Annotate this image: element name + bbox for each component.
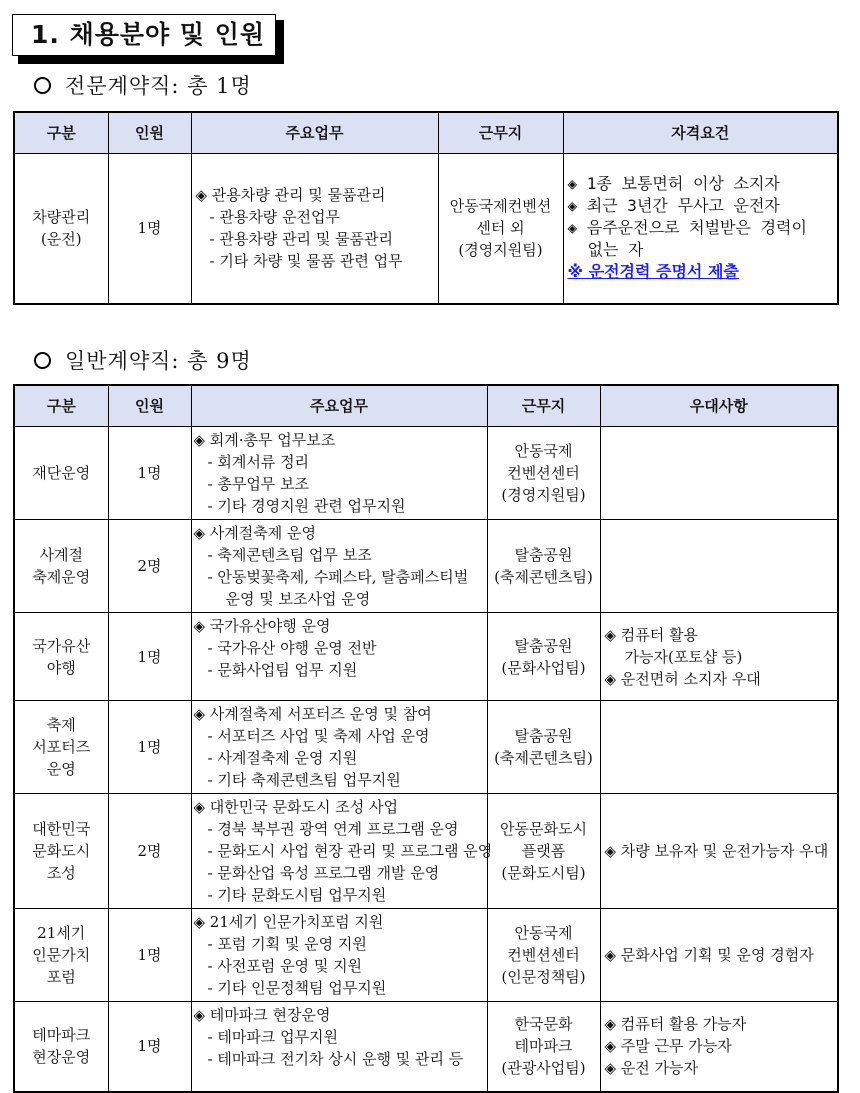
category-line: 서포터즈 [32,738,91,756]
category-cell [14,613,108,701]
category-line: 재단운영 [32,464,91,482]
duty-line: - 사전포럼 운영 및 지원 [207,957,363,975]
header-location: 근무지 [438,112,563,154]
professional-heading [34,70,252,100]
duty-line: - 테마파크 업무지원 [207,1028,339,1046]
category-line: 문화도시 [32,842,91,860]
duty-line: ◈ 회계·총무 업무보조 [193,431,336,449]
general-heading [34,345,252,375]
qualification-line: ◈ 최근 3년간 무사고 운전자 [567,196,780,216]
duty-line: - 안동벚꽃축제, 수페스타, 탈춤페스티벌 [207,568,469,586]
qualifications-cell [563,154,838,304]
duty-line: - 국가유산 야행 운영 전반 [207,639,377,657]
preference-line: ◈ 운전 가능자 [604,1059,699,1078]
duty-line: - 관용차량 운전업무 [209,208,341,227]
duty-line: - 기타 축제콘텐츠팀 업무지원 [207,771,401,789]
location-line: 탈춤공원 [514,636,573,655]
location-line: 안동국제 [514,924,573,942]
category-cell [14,701,108,794]
duty-line: - 서포터즈 사업 및 축제 사업 운영 [207,727,430,745]
count-cell: 2명 [108,520,191,613]
location-cell [487,701,600,794]
preference-line: ◈ 컴퓨터 활용 [604,625,699,644]
duty-line: - 경북 북부권 광역 연계 프로그램 운영 [207,820,459,838]
location-cell [487,794,600,909]
table-row [14,701,838,794]
duty-line: - 테마파크 전기차 상시 운행 및 관리 등 [207,1050,464,1068]
preference-line: ◈ 문화사업 기획 및 운영 경험자 [604,946,814,964]
preference-line: ◈ 차량 보유자 및 운전가능자 우대 [604,842,829,860]
location-line: (경영지원팀) [501,486,586,504]
category-cell [14,154,108,304]
duty-line: - 기타 차량 및 물품 관련 업무 [209,252,403,271]
location-line: 탈춤공원 [514,727,573,745]
table-row [14,427,838,520]
table-row [14,909,838,1002]
duty-line: ◈ 대한민국 문화도시 조성 사업 [193,798,398,816]
table-row [14,1002,838,1092]
location-line: (관광사업팀) [501,1059,586,1078]
header-duties: 주요업무 [191,385,487,427]
count-cell: 1명 [108,701,191,794]
duty-line: - 기타 경영지원 관련 업무지원 [207,497,406,515]
category-line: 조성 [46,864,76,882]
location-line: (문화사업팀) [501,658,586,677]
duty-line: - 총무업무 보조 [207,475,310,493]
preference-cell [600,701,838,794]
duty-line: ◈ 관용차량 관리 및 물품관리 [195,186,386,205]
header-duties: 주요업무 [191,112,438,154]
category-line: 인문가치 [32,946,91,964]
category-cell [14,794,108,909]
location-line: (인문정책팀) [501,968,586,986]
category-line: (운전) [40,230,82,249]
qualification-line: ◈ 음주운전으로 처벌받은 경력이 [567,218,807,238]
location-line: 센터 외 [476,219,525,238]
professional-heading-text: 전문계약직: 총 1명 [65,74,252,98]
location-line: 컨벤션센터 [507,946,580,964]
count-cell: 1명 [108,154,191,304]
driving-record-note: ※ 운전경력 증명서 제출 [567,262,739,282]
category-line: 대한민국 [32,820,91,838]
duty-line: - 포럼 기획 및 운영 지원 [207,935,367,953]
duty-line: - 기타 문화도시팀 업무지원 [207,886,387,904]
table-row [14,613,838,701]
preference-cell [600,520,838,613]
location-cell [487,613,600,701]
count-cell: 1명 [108,909,191,1002]
count-cell: 2명 [108,794,191,909]
location-line: 플랫폼 [521,842,566,860]
preference-cell [600,427,838,520]
preference-cell [600,794,838,909]
duty-line: ◈ 사계절축제 서포터즈 운영 및 참여 [193,705,432,723]
category-cell [14,909,108,1002]
general-header-row [14,385,838,427]
circle-bullet-icon [34,352,51,369]
category-line: 국가유산 [32,636,91,655]
location-line: 안동문화도시 [500,820,587,838]
duty-line: - 기타 인문정책팀 업무지원 [207,979,387,997]
preference-line: ◈ 주말 근무 가능자 [604,1037,732,1056]
duties-cell [191,701,487,794]
category-line: 차량관리 [32,208,91,227]
location-line: 안동국제 [514,442,573,460]
duty-line: - 문화도시 사업 현장 관리 및 프로그램 운영 [207,842,493,860]
header-category: 구분 [14,385,108,427]
category-line: 테마파크 [32,1026,91,1045]
duty-line: - 문화산업 육성 프로그램 개발 운영 [207,864,440,882]
location-line: (축제콘텐츠팀) [494,749,593,767]
duty-line: - 문화사업팀 업무 지원 [207,661,358,679]
category-cell [14,520,108,613]
duty-line: ◈ 국가유산야행 운영 [193,617,331,635]
location-cell [438,154,563,304]
category-cell [14,427,108,520]
location-cell [487,1002,600,1092]
count-cell: 1명 [108,427,191,520]
table-row [14,154,838,304]
header-count: 인원 [108,385,191,427]
category-line: 현장운영 [32,1048,91,1067]
location-line: (경영지원팀) [458,241,543,260]
category-line: 축제운영 [32,568,91,586]
preference-line: ◈ 운전면허 소지자 우대 [604,669,761,688]
general-table [13,384,839,1093]
duties-cell [191,427,487,520]
preference-cell [600,1002,838,1092]
duties-cell [191,154,438,304]
general-table-body [14,427,838,1092]
header-preference: 우대사항 [600,385,838,427]
header-location: 근무지 [487,385,600,427]
qualification-line: 없는 자 [587,240,644,260]
duty-line: ◈ 테마파크 현장운영 [193,1006,331,1024]
duties-cell [191,613,487,701]
duty-line: - 사계절축제 운영 지원 [207,749,358,767]
section-title: 1. 채용분야 및 인원 [12,14,276,56]
preference-line: 가능자(포토샵 등) [624,647,743,666]
duties-cell [191,1002,487,1092]
professional-header-row [14,112,838,154]
location-line: 안동국제컨벤션 [449,197,552,216]
section-title-box [12,14,288,64]
location-cell [487,427,600,520]
duty-line: ◈ 사계절축제 운영 [193,524,317,542]
duties-cell [191,909,487,1002]
category-line: 사계절 [39,546,83,564]
location-cell [487,520,600,613]
location-line: (축제콘텐츠팀) [494,568,593,586]
location-line: (문화도시팀) [501,864,586,882]
duty-line: - 회계서류 정리 [207,453,310,471]
header-qualifications: 자격요건 [563,112,838,154]
qualification-line: ◈ 1종 보통면허 이상 소지자 [567,174,780,194]
category-line: 포럼 [46,968,76,986]
category-line: 21세기 [37,924,86,942]
category-line: 운영 [46,760,76,778]
preference-line: ◈ 컴퓨터 활용 가능자 [604,1015,747,1034]
category-cell [14,1002,108,1092]
count-cell: 1명 [108,613,191,701]
location-line: 테마파크 [514,1037,573,1056]
category-line: 축제 [46,716,76,734]
table-row [14,794,838,909]
preference-cell [600,613,838,701]
circle-bullet-icon [34,77,51,94]
duty-line: - 축제콘텐츠팀 업무 보조 [207,546,372,564]
duty-line: - 관용차량 관리 및 물품관리 [209,230,394,249]
count-cell: 1명 [108,1002,191,1092]
header-count: 인원 [108,112,191,154]
location-line: 컨벤션센터 [507,464,580,482]
duty-line: 운영 및 보조사업 운영 [225,590,371,608]
preference-cell [600,909,838,1002]
category-line: 야행 [46,658,76,677]
location-line: 한국문화 [514,1015,573,1034]
location-cell [487,909,600,1002]
general-heading-text: 일반계약직: 총 9명 [65,349,252,373]
table-row [14,520,838,613]
duty-line: ◈ 21세기 인문가치포럼 지원 [193,913,384,931]
header-category: 구분 [14,112,108,154]
duties-cell [191,520,487,613]
location-line: 탈춤공원 [514,546,573,564]
duties-cell [191,794,493,909]
professional-table [13,111,839,305]
